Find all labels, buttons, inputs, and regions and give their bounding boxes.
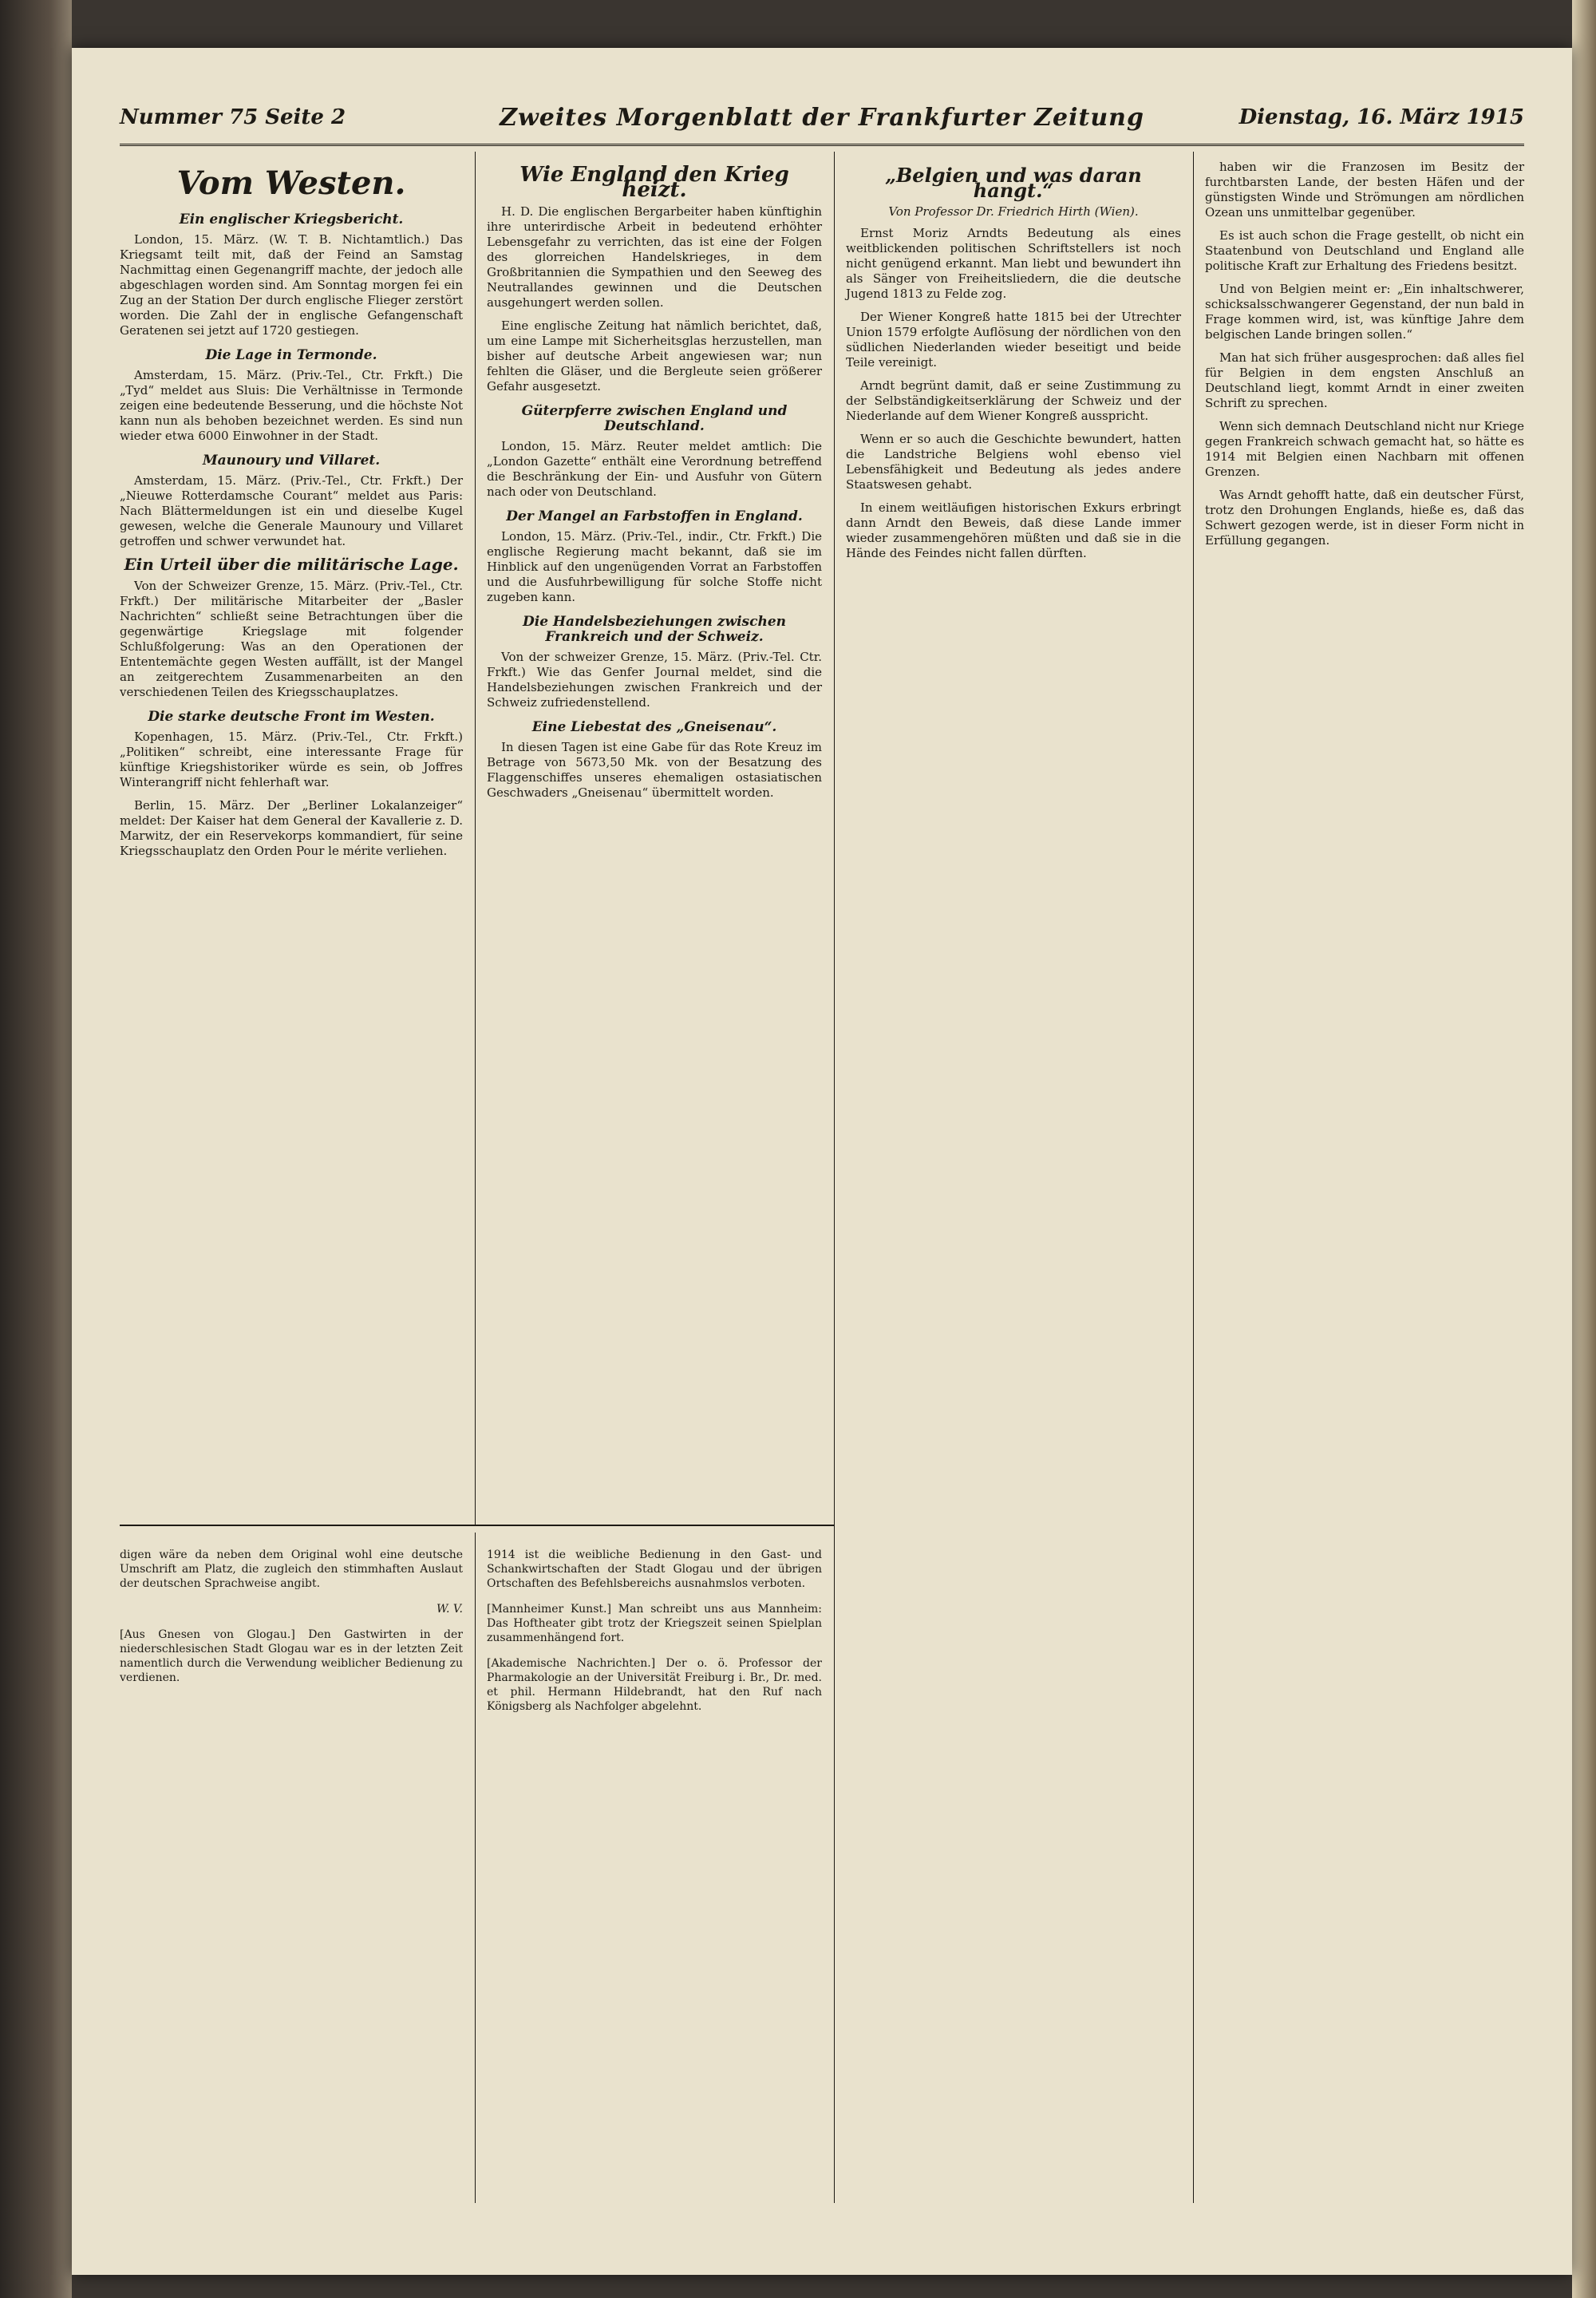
article-paragraph: Ernst Moriz Arndts Bedeutung als eines weitblickenden politischen Schriftstellers ist noch nicht genügend erkannt. Man liebt und bewundert ihn als Sänger von Freiheitsliedern, die die deutsche Jugend 1813 zu Felde zog. xyxy=(846,226,1181,301)
column-england-krieg xyxy=(487,160,822,809)
column-belgien xyxy=(846,160,1181,569)
subhead-maunoury: Maunoury und Villaret. xyxy=(202,453,381,469)
section-divider xyxy=(120,1525,834,1526)
article-paragraph: Amsterdam, 15. März. (Priv.-Tel., Ctr. Frkft.) Der „Nieuwe Rotterdamsche Courant“ meldet aus Paris: Nach Blättermeldungen ist ein und dieselbe Kugel gewesen, welche die Generale Maunoury und Villaret getroffen und schwer verwundet hat. xyxy=(120,473,463,548)
subhead-gneisenau: Eine Liebestat des „Gneisenau“. xyxy=(531,719,777,735)
column-rule xyxy=(1193,152,1194,2203)
article-paragraph: Von der Schweizer Grenze, 15. März. (Priv.-Tel., Ctr. Frkft.) Der militärische Mitarbeiter der „Basler Nachrichten“ schließt seine Betrachtungen über die gegenwärtige Kriegslage mit folgender Schlußfolgerung: Was an den Operationen der Ententemächte gegen Westen auffällt, ist der Mangel an zeitgerechtem Zusammenarbeiten an den verschiedenen Teilen des Kriegsschauplatzes. xyxy=(120,579,463,699)
subhead-handelsbeziehungen: Die Handelsbeziehungen zwischen Frankreich und der Schweiz. xyxy=(523,614,786,645)
subhead-termonde: Die Lage in Termonde. xyxy=(205,347,377,363)
book-spine xyxy=(0,0,72,2298)
subhead-farbstoffe: Der Mangel an Farbstoffen in England. xyxy=(506,508,803,524)
subhead-kriegsbericht: Ein englischer Kriegsbericht. xyxy=(179,212,404,227)
page-edge xyxy=(1572,0,1596,2298)
headline-militaerische-lage: Ein Urteil über die militärische Lage. xyxy=(124,555,459,574)
signature: W. V. xyxy=(437,1603,463,1616)
byline: Von Professor Dr. Friedrich Hirth (Wien). xyxy=(888,204,1139,219)
article-paragraph: H. D. Die englischen Bergarbeiter haben künftighin ihre unterirdische Arbeit in bedeutend erhöhter Lebensgefahr zu verrichten, das ist eine der Folgen des glorreichen Handelskrieges, in dem Großbritannien die Sympathien und den Seeweg des Neutrallandes gewinnen und die Deutschen ausgehungert werden sollen. xyxy=(487,204,822,310)
article-paragraph: digen wäre da neben dem Original wohl eine deutsche Umschrift am Platz, die zugleich den stimmhaften Auslaut der deutschen Sprachweise angibt. xyxy=(120,1548,463,1590)
column-rule xyxy=(475,1533,476,2203)
article-paragraph: Was Arndt gehofft hatte, daß ein deutscher Fürst, trotz den Drohungen Englands, hieße es, daß das Schwert gezogen werde, ist in dieser Form nicht in Erfüllung gegangen. xyxy=(1205,488,1524,548)
article-paragraph: Kopenhagen, 15. März. (Priv.-Tel., Ctr. Frkft.) „Politiken“ schreibt, eine interessante Frage für künftige Kriegshistoriker würde es sein, ob Joffres Winterangriff nicht fehlerhaft war. xyxy=(120,730,463,789)
headline-belgien: „Belgien und was daran hangt.“ xyxy=(885,164,1142,202)
newspaper-title: Zweites Morgenblatt der Frankfurter Zeitung xyxy=(500,104,1144,132)
article-paragraph: Der Wiener Kongreß hatte 1815 bei der Utrechter Union 1579 erfolgte Auflösung der nördlichen von den südlichen Niederlanden wieder beseitigt und beide Teile vereinigt. xyxy=(846,310,1181,370)
feuilleton-middle xyxy=(487,1537,822,1725)
headline-vom-westen: Vom Westen. xyxy=(176,164,406,202)
article-paragraph: Arndt begrünt damit, daß er seine Zustimmung zu der Selbständigkeitserklärung der Schweiz und der Niederlande auf dem Wiener Kongreß ausspricht. xyxy=(846,378,1181,423)
article-paragraph: Man hat sich früher ausgesprochen: daß alles fiel für Belgien in dem engsten Anschluß an Deutschland liegt, kommt Arndt in einer zweiten Schrift zu sprechen. xyxy=(1205,350,1524,410)
article-paragraph: [Aus Gnesen von Glogau.] Den Gastwirten in der niederschlesischen Stadt Glogau war es in der letzten Zeit namentlich durch die Verwendung weiblicher Bedienung zu verdienen. xyxy=(120,1628,463,1684)
article-paragraph: 1914 ist die weibliche Bedienung in den Gast- und Schankwirtschaften der Stadt Glogau und der übrigen Ortschaften des Befehlsbereichs ausnahmslos verboten. xyxy=(487,1548,822,1590)
column-belgien-continued xyxy=(1205,160,1524,556)
subhead-starke-front: Die starke deutsche Front im Westen. xyxy=(148,709,435,725)
article-paragraph: London, 15. März. (Priv.-Tel., indir., Ctr. Frkft.) Die englische Regierung macht bekannt, daß sie im Hinblick auf den ungenügenden Vorrat an Farbstoffen und die Ausfuhrbewilligung für solche Stoffe nicht zugeben kann. xyxy=(487,529,822,604)
article-paragraph: London, 15. März. (W. T. B. Nichtamtlich.) Das Kriegsamt teilt mit, daß der Feind an Samstag Nachmittag einen Gegenangriff machte, der jedoch alle abgeschlagen worden sind. Am Sonntag morgen fei ein Zug an der Station Der durch englische Flieger zerstört worden. Die Zahl der in englische Gefangenschaft Geratenen sei jetzt auf 1720 gestiegen. xyxy=(120,232,463,338)
column-rule xyxy=(475,152,476,1525)
headline-england-krieg: Wie England den Krieg heizt. xyxy=(519,163,789,202)
column-vom-westen xyxy=(120,160,463,867)
article-paragraph: haben wir die Franzosen im Besitz der furchtbarsten Lande, der besten Häfen und der günstigsten Winde und Strömungen am nördlichen Ozean uns unmittelbar gegenüber. xyxy=(1205,160,1524,220)
article-paragraph: [Mannheimer Kunst.] Man schreibt uns aus Mannheim: Das Hoftheater gibt trotz der Kriegszeit seinen Spielplan zusammenhängend fort. xyxy=(487,1603,822,1644)
subhead-gueterpferre: Güterpferre zwischen England und Deutschland. xyxy=(521,403,788,434)
feuilleton-left xyxy=(120,1537,463,1696)
issue-date: Dienstag, 16. März 1915 xyxy=(1238,105,1524,129)
newspaper-page xyxy=(72,48,1572,2275)
article-paragraph: [Akademische Nachrichten.] Der o. ö. Professor der Pharmakologie an der Universität Freiburg i. Br., Dr. med. et phil. Hermann Hildebrandt, hat den Ruf nach Königsberg als Nachfolger abgelehnt. xyxy=(487,1657,822,1713)
article-paragraph: London, 15. März. Reuter meldet amtlich: Die „London Gazette“ enthält eine Verordnung betreffend die Beschränkung der Ein- und Ausfuhr von Gütern nach oder von Deutschland. xyxy=(487,439,822,499)
article-paragraph: Und von Belgien meint er: „Ein inhaltschwerer, schicksalsschwangerer Gegenstand, der nun bald in Frage kommen wird, ist, was künftige Jahre dem belgischen Lande bringen sollen.“ xyxy=(1205,282,1524,342)
column-rule xyxy=(834,152,835,2203)
article-paragraph: Eine englische Zeitung hat nämlich berichtet, daß, um eine Lampe mit Sicherheitsglas herzustellen, man bisher auf deutsche Arbeit angewiesen war; nun fehlten die Gläser, und die Bergleute seien größerer Gefahr ausgesetzt. xyxy=(487,318,822,394)
masthead xyxy=(120,96,1524,146)
article-paragraph: In einem weitläufigen historischen Exkurs erbringt dann Arndt den Beweis, daß diese Lande immer wieder zusammengehören müßten und daß sie in die Hände des Feindes nicht fallen dürften. xyxy=(846,500,1181,560)
article-paragraph: Es ist auch schon die Frage gestellt, ob nicht ein Staatenbund von Deutschland und England alle politische Kraft zur Erhaltung des Friedens besitzt. xyxy=(1205,228,1524,273)
article-paragraph: Berlin, 15. März. Der „Berliner Lokalanzeiger“ meldet: Der Kaiser hat dem General der Kavallerie z. D. Marwitz, der ein Reservekorps kommandiert, für seine Kriegsschauplatz den Orden Pour le mérite verliehen. xyxy=(120,798,463,858)
issue-number: Nummer 75 Seite 2 xyxy=(120,105,346,129)
article-paragraph: Wenn sich demnach Deutschland nicht nur Kriege gegen Frankreich schwach gemacht hat, so hätte es 1914 mit Belgien einen Nachbarn mit offenen Grenzen. xyxy=(1205,419,1524,479)
article-paragraph: Wenn er so auch die Geschichte bewundert, hatten die Landstriche Belgiens wohl ebenso viel Lebensfähigkeit und Bedeutung als jedes andere Staatswesen gehabt. xyxy=(846,432,1181,492)
article-paragraph: In diesen Tagen ist eine Gabe für das Rote Kreuz im Betrage von 5673,50 Mk. von der Besatzung des Flaggenschiffes unseres ehemaligen ostasiatischen Geschwaders „Gneisenau“ übermittelt worden. xyxy=(487,740,822,800)
article-paragraph: Von der schweizer Grenze, 15. März. (Priv.-Tel. Ctr. Frkft.) Wie das Genfer Journal meldet, sind die Handelsbeziehungen zwischen Frankreich und der Schweiz zufriedenstellend. xyxy=(487,650,822,710)
article-paragraph: Amsterdam, 15. März. (Priv.-Tel., Ctr. Frkft.) Die „Tyd“ meldet aus Sluis: Die Verhältnisse in Termonde zeigen eine bedeutende Besserung, und die höchste Not kann nun als behoben bezeichnet werden. Es sind nun wieder etwa 6000 Einwohner in der Stadt. xyxy=(120,368,463,443)
